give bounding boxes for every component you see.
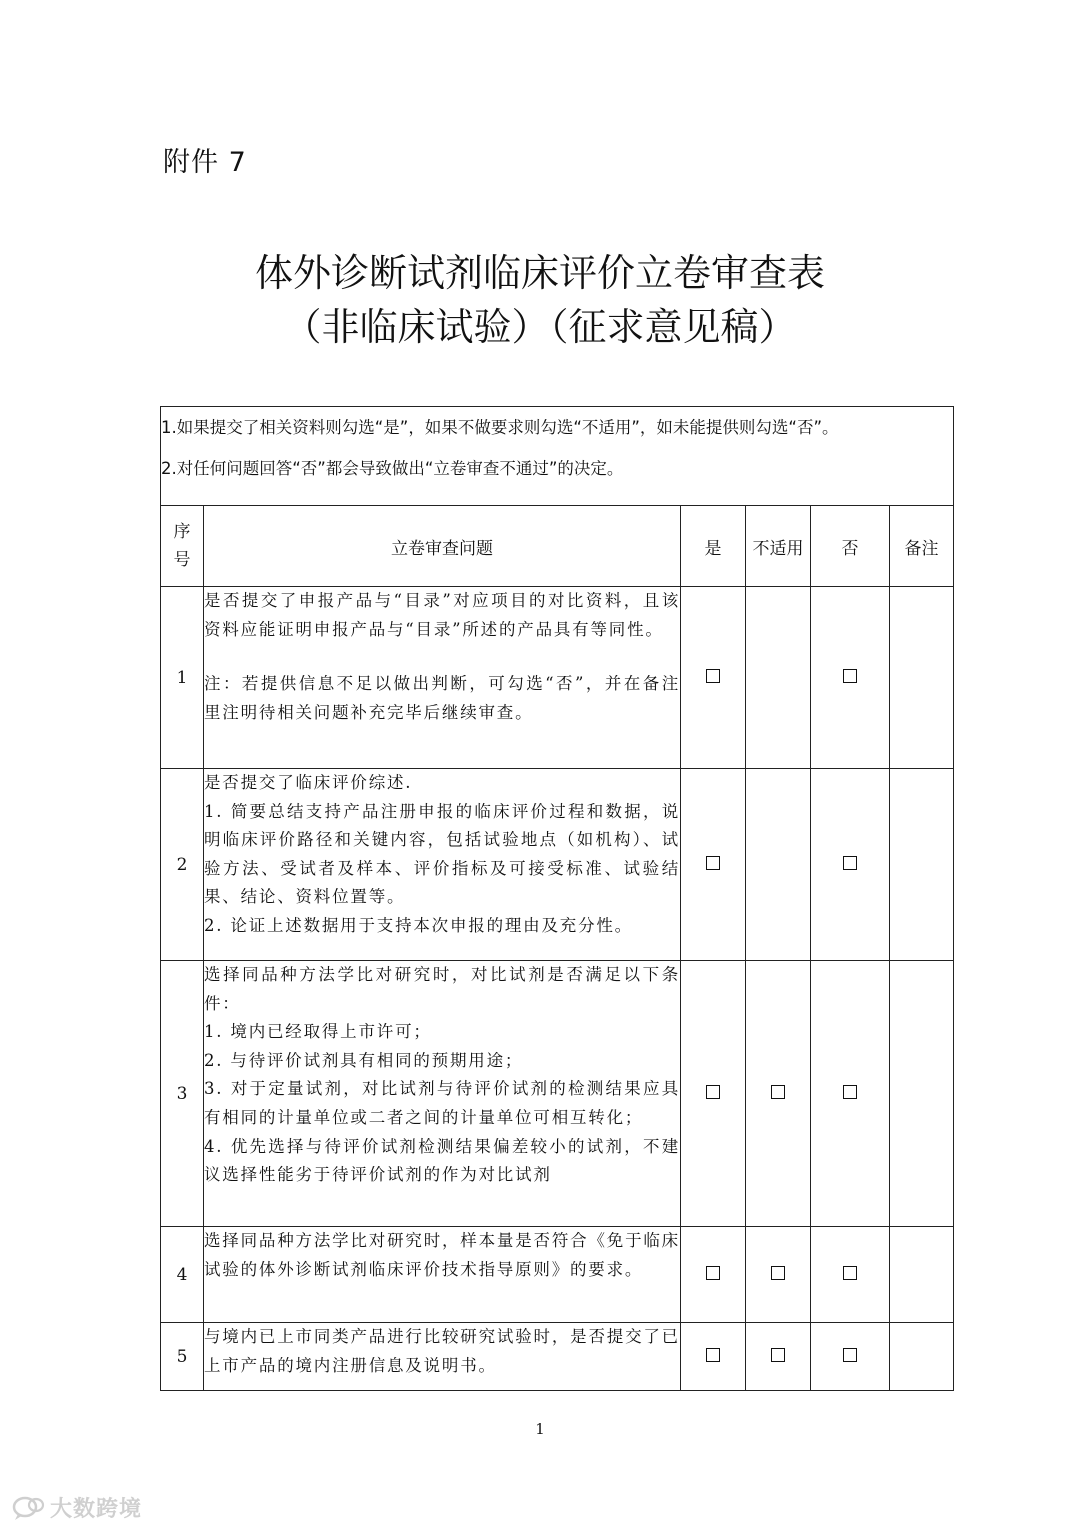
watermark-text: 大数跨境 [50,1497,143,1522]
question-note: 注：若提供信息不足以做出判断，可勾选“否”，并在备注里注明待相关问题补充完毕后继续审查。 [204,674,680,722]
no-cell [811,1227,890,1323]
no-checkbox[interactable] [843,856,857,870]
remarks-cell[interactable] [890,587,954,769]
yes-cell [681,769,746,961]
instructions-cell [161,407,954,506]
header-row [161,506,954,587]
na-checkbox[interactable] [771,1085,785,1099]
row-number: 5 [161,1323,204,1391]
question-item: 4. 优先选择与待评价试剂检测结果偏差较小的试剂，不建议选择性能劣于待评价试剂的作为对比试剂 [204,1136,680,1185]
table-row [161,1227,954,1323]
remarks-cell[interactable] [890,1323,954,1391]
yes-checkbox[interactable] [706,1266,720,1280]
no-checkbox[interactable] [843,1348,857,1362]
watermark [12,1492,142,1523]
no-cell [811,1323,890,1391]
na-cell [746,769,811,961]
document-subtitle: （非临床试验）（征求意见稿） [283,305,797,349]
instruction-line-1: 1.如果提交了相关资料则勾选“是”，如果不做要求则勾选“不适用”，如未能提供则勾选“否”。 [161,418,839,437]
no-checkbox[interactable] [843,1085,857,1099]
header-seq [161,506,204,587]
table-row [161,769,954,961]
header-remarks: 备注 [890,506,954,587]
yes-cell [681,1227,746,1323]
header-seq-line1: 序 [173,522,191,542]
yes-cell [681,1323,746,1391]
na-checkbox[interactable] [771,1266,785,1280]
no-checkbox[interactable] [843,669,857,683]
question-cell [204,1227,681,1323]
header-question: 立卷审查问题 [204,506,681,587]
instructions-row [161,407,954,506]
yes-checkbox[interactable] [706,1348,720,1362]
na-cell [746,1323,811,1391]
question-cell [204,587,681,769]
question-text: 选择同品种方法学比对研究时，对比试剂是否满足以下条件： [204,965,680,1013]
no-checkbox[interactable] [843,1266,857,1280]
row-number: 4 [161,1227,204,1323]
review-table [160,406,954,1391]
instruction-line-2: 2.对任何问题回答“否”都会导致做出“立卷审查不通过”的决定。 [161,459,624,478]
yes-cell [681,961,746,1227]
header-no: 否 [811,506,890,587]
page-number: 1 [535,1420,545,1438]
document-title: 体外诊断试剂临床评价立卷审查表 [254,251,825,295]
header-seq-line2: 号 [173,550,191,570]
table-row [161,961,954,1227]
question-text: 是否提交了临床评价综述. [204,773,413,792]
bubble-logo-icon [12,1495,46,1521]
yes-cell [681,587,746,769]
no-cell [811,961,890,1227]
na-checkbox[interactable] [771,1348,785,1362]
remarks-cell[interactable] [890,1227,954,1323]
remarks-cell[interactable] [890,961,954,1227]
table-row [161,1323,954,1391]
yes-checkbox[interactable] [706,669,720,683]
yes-checkbox[interactable] [706,1085,720,1099]
question-item: 3. 对于定量试剂，对比试剂与待评价试剂的检测结果应具有相同的计量单位或二者之间的计量单位可相互转化； [204,1079,680,1127]
row-number: 2 [161,769,204,961]
na-cell [746,587,811,769]
no-cell [811,769,890,961]
question-item: 2. 与待评价试剂具有相同的预期用途； [204,1050,524,1070]
row-number: 3 [161,961,204,1227]
attachment-label: 附件 7 [163,147,247,178]
question-item: 1. 简要总结支持产品注册申报的临床评价过程和数据，说明临床评价路径和关键内容，包括试验地点（如机构）、试验方法、受试者及样本、评价指标及可接受标准、试验结果、结论、资料位置等。 [204,801,680,907]
row-number: 1 [161,587,204,769]
remarks-cell[interactable] [890,769,954,961]
na-cell [746,961,811,1227]
question-text: 是否提交了申报产品与“目录”对应项目的对比资料，且该资料应能证明申报产品与“目录”所述的产品具有等同性。 [204,591,680,639]
na-cell [746,1227,811,1323]
table-row [161,587,954,769]
no-cell [811,587,890,769]
question-cell [204,961,681,1227]
question-item: 1. 境内已经取得上市许可； [204,1022,432,1042]
question-cell [204,1323,681,1391]
yes-checkbox[interactable] [706,856,720,870]
question-item: 2. 论证上述数据用于支持本次申报的理由及充分性。 [204,915,633,935]
question-text: 与境内已上市同类产品进行比较研究试验时，是否提交了已上市产品的境内注册信息及说明书。 [204,1327,680,1375]
question-text: 选择同品种方法学比对研究时，样本量是否符合《免于临床试验的体外诊断试剂临床评价技术指导原则》的要求。 [204,1231,680,1279]
header-na: 不适用 [746,506,811,587]
header-yes: 是 [681,506,746,587]
question-cell [204,769,681,961]
